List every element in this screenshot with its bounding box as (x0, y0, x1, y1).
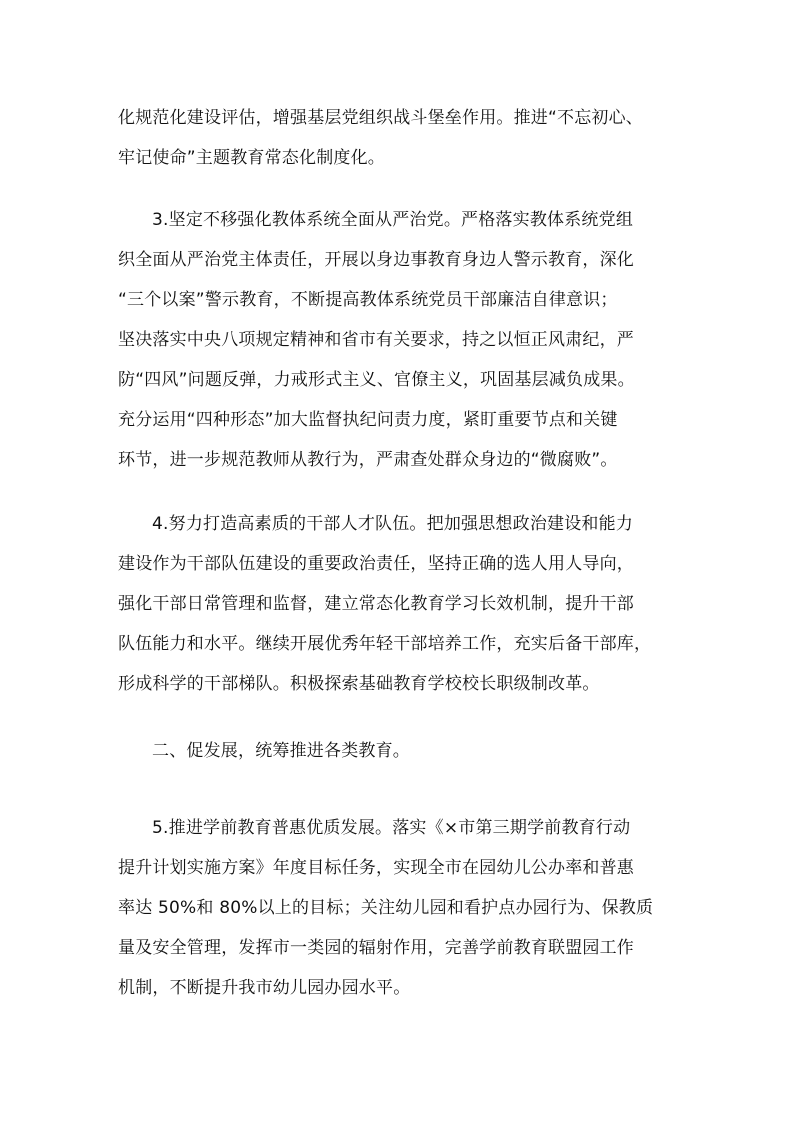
text-line: 3.坚定不移强化教体系统全面从严治党。严格落实教体系统党组 (152, 210, 634, 230)
paragraph-continuation (118, 98, 684, 178)
text-line: 牢记使命”主题教育常态化制度化。 (118, 148, 386, 168)
paragraph-5-preschool (118, 808, 684, 1008)
text-line: 化规范化建设评估，增强基层党组织战斗堡垒作用。推进“不忘初心、 (118, 108, 644, 128)
text-line: 4.努力打造高素质的干部人才队伍。把加强思想政治建设和能力 (152, 514, 634, 534)
text-line: 坚决落实中央八项规定精神和省市有关要求，持之以恒正风肃纪，严 (118, 330, 634, 350)
text-line: “三个以案”警示教育，不断提高教体系统党员干部廉洁自律意识； (118, 290, 618, 310)
paragraph-4-cadre-team (118, 504, 684, 704)
text-line: 充分运用“四种形态”加大监督执纪问责力度，紧盯重要节点和关键 (118, 410, 618, 430)
paragraph-3-party-discipline (118, 200, 684, 480)
section-heading-2 (118, 731, 684, 771)
text-line: 量及安全管理，发挥市一类园的辐射作用，完善学前教育联盟园工作 (118, 938, 634, 958)
text-line: 提升计划实施方案》年度目标任务，实现全市在园幼儿公办率和普惠 (118, 858, 634, 878)
text-line: 率达 50%和 80%以上的目标；关注幼儿园和看护点办园行为、保教质 (118, 898, 654, 918)
text-line: 织全面从严治党主体责任，开展以身边事教育身边人警示教育，深化 (118, 250, 634, 270)
text-line: 强化干部日常管理和监督，建立常态化教育学习长效机制，提升干部 (118, 594, 634, 614)
text-line: 机制，不断提升我市幼儿园办园水平。 (118, 978, 411, 998)
text-line: 队伍能力和水平。继续开展优秀年轻干部培养工作，充实后备干部库， (118, 634, 652, 654)
heading-line: 二、促发展，统筹推进各类教育。 (152, 741, 410, 761)
text-line: 5.推进学前教育普惠优质发展。落实《×市第三期学前教育行动 (152, 818, 631, 838)
text-line: 形成科学的干部梯队。积极探索基础教育学校校长职级制改革。 (118, 674, 600, 694)
text-line: 环节，进一步规范教师从教行为，严肃查处群众身边的“微腐败”。 (118, 450, 618, 470)
text-line: 建设作为干部队伍建设的重要政治责任，坚持正确的选人用人导向， (118, 554, 634, 574)
text-line: 防“四风”问题反弹，力戒形式主义、官僚主义，巩固基层减负成果。 (118, 370, 635, 390)
